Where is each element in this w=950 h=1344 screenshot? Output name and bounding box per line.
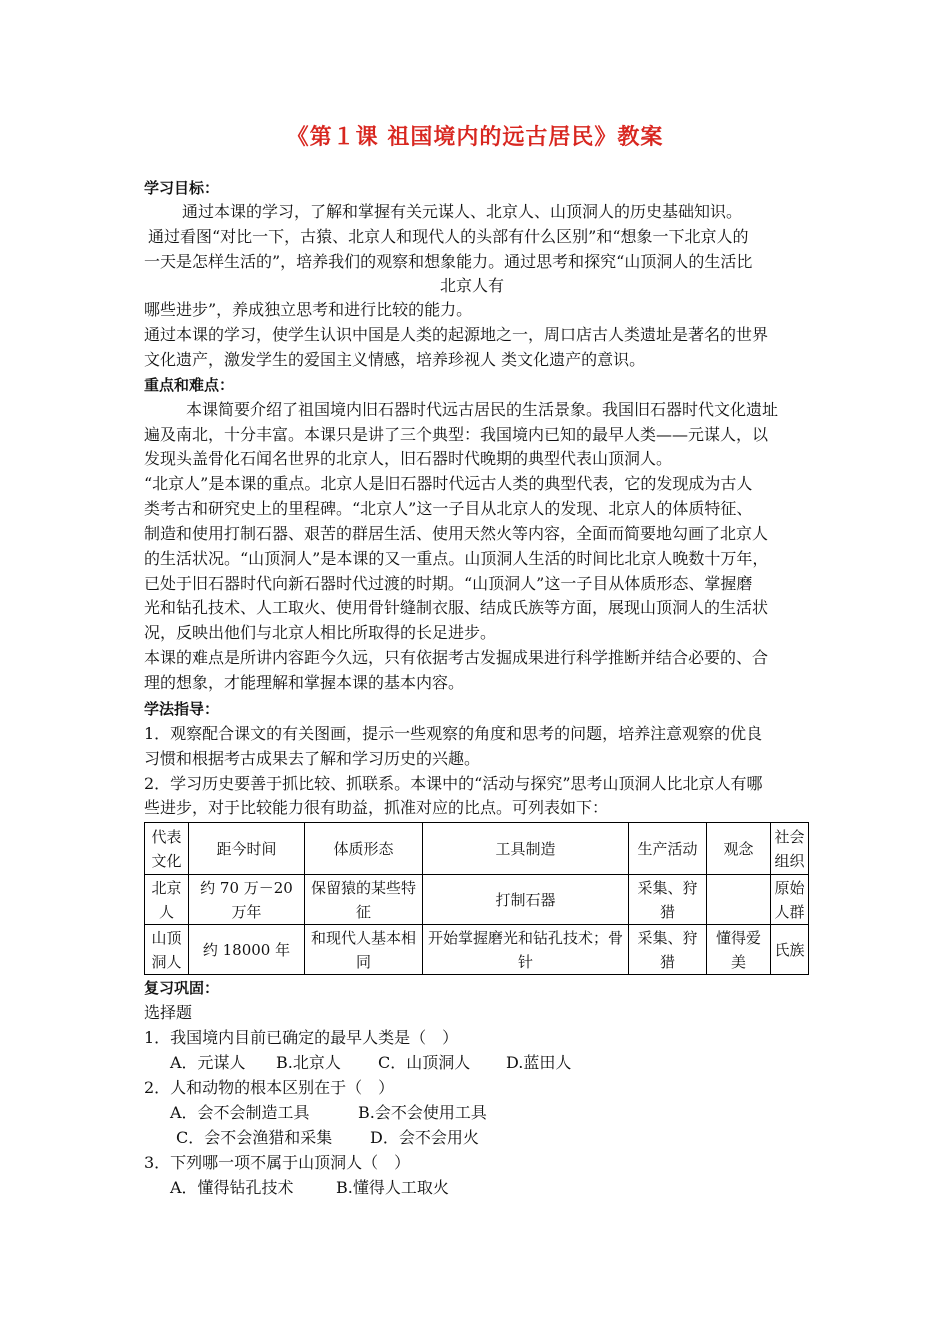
answer-option: B.懂得人工取火 [336, 1178, 449, 1197]
objective-line: 哪些进步”，养成独立思考和进行比较的能力。 [144, 300, 473, 319]
table-cell: 约 18000 年 [189, 925, 305, 975]
question-stem: 1．我国境内目前已确定的最早人类是（ ） [144, 1028, 459, 1047]
keypoint-line: 已处于旧石器时代向新石器时代过渡的时期。“山顶洞人”这一子目从体质形态、掌握磨 [144, 574, 753, 593]
document-title: 《第１课 祖国境内的远古居民》教案 [286, 125, 664, 150]
answer-option: A．会不会制造工具 [170, 1103, 310, 1122]
keypoint-line: 发现头盖骨化石闻名世界的北京人，旧石器时代晚期的典型代表山顶洞人。 [144, 449, 673, 468]
keypoint-line: 况，反映出他们与北京人相比所取得的长足进步。 [144, 623, 497, 642]
keypoints-heading: 重点和难点： [144, 376, 235, 394]
review-heading: 复习巩固： [144, 979, 220, 997]
answer-option: B.北京人 [276, 1053, 341, 1072]
method-line: 1．观察配合课文的有关图画，提示一些观察的角度和思考的问题，培养注意观察的优良 [144, 724, 763, 743]
answer-option: C．会不会渔猎和采集 [176, 1128, 333, 1147]
method-line: 习惯和根据考古成果去了解和学习历史的兴趣。 [144, 749, 481, 768]
table-row [145, 875, 809, 925]
table-cell: 采集、狩猎 [629, 925, 707, 975]
keypoint-line: 类考古和研究史上的里程碑。“北京人”这一子目从北京人的发现、北京人的体质特征、 [144, 499, 753, 518]
keypoint-line: 遍及南北，十分丰富。本课只是讲了三个典型：我国境内已知的最早人类——元谋人，以 [144, 425, 769, 444]
keypoint-line: 本课的难点是所讲内容距今久远，只有依据考古发掘成果进行科学推断并结合必要的、合 [144, 648, 769, 667]
table-cell: 和现代人基本相同 [305, 925, 423, 975]
table-cell: 山顶洞人 [145, 925, 189, 975]
answer-option: D．会不会用火 [370, 1128, 479, 1147]
table-cell: 约 70 万－20 万年 [189, 875, 305, 925]
table-cell: 打制石器 [423, 875, 629, 925]
question-type-label: 选择题 [144, 1003, 193, 1022]
method-line: 些进步，对于比较能力很有助益，抓准对应的比点。可列表如下： [144, 798, 609, 817]
objective-line: 一天是怎样生活的”，培养我们的观察和想象能力。通过思考和探究“山顶洞人的生活比 [144, 252, 753, 271]
question-stem: 2．人和动物的根本区别在于（ ） [144, 1078, 395, 1097]
table-cell: 北京人 [145, 875, 189, 925]
objective-line: 通过看图“对比一下，古猿、北京人和现代人的头部有什么区别”和“想象一下北京人的 [148, 227, 749, 246]
table-cell: 采集、狩猎 [629, 875, 707, 925]
table-header-cell: 生产活动 [629, 823, 707, 875]
answer-option: D.蓝田人 [506, 1053, 572, 1072]
objective-line: 北京人有 [440, 276, 505, 295]
method-line: 2．学习历史要善于抓比较、抓联系。本课中的“活动与探究”思考山顶洞人比北京人有哪 [144, 774, 763, 793]
answer-option: A．懂得钻孔技术 [170, 1178, 294, 1197]
objective-line: 文化遗产，激发学生的爱国主义情感，培养珍视人 类文化遗产的意识。 [144, 350, 646, 369]
table-header-cell: 社会组织 [771, 823, 809, 875]
answer-option: A．元谋人 [170, 1053, 246, 1072]
table-cell: 开始掌握磨光和钻孔技术；骨针 [423, 925, 629, 975]
table-header-cell: 观念 [707, 823, 771, 875]
method-heading: 学法指导： [144, 700, 220, 718]
table-cell [707, 875, 771, 925]
table-row [145, 925, 809, 975]
keypoint-line: 本课简要介绍了祖国境内旧石器时代远古居民的生活景象。我国旧石器时代文化遗址 [186, 400, 779, 419]
table-cell: 氏族 [771, 925, 809, 975]
answer-option: C．山顶洞人 [378, 1053, 471, 1072]
keypoint-line: 制造和使用打制石器、艰苦的群居生活、使用天然火等内容，全面而简要地勾画了北京人 [144, 524, 769, 543]
table-header-cell: 代表文化 [145, 823, 189, 875]
keypoint-line: “北京人”是本课的重点。北京人是旧石器时代远古人类的典型代表，它的发现成为古人 [144, 474, 753, 493]
table-cell: 保留猿的某些特征 [305, 875, 423, 925]
keypoint-line: 光和钻孔技术、人工取火、使用骨针缝制衣服、结成氏族等方面，展现山顶洞人的生活状 [144, 598, 769, 617]
table-header-cell: 距今时间 [189, 823, 305, 875]
table-header-cell: 体质形态 [305, 823, 423, 875]
table-header-row [145, 823, 809, 875]
answer-option: B.会不会使用工具 [358, 1103, 487, 1122]
objective-line: 通过本课的学习，了解和掌握有关元谋人、北京人、山顶洞人的历史基础知识。 [182, 202, 743, 221]
keypoint-line: 的生活状况。“山顶洞人”是本课的又一重点。山顶洞人生活的时间比北京人晚数十万年， [144, 549, 769, 568]
table-cell: 原始人群 [771, 875, 809, 925]
objectives-heading: 学习目标： [144, 179, 220, 197]
table-header-cell: 工具制造 [423, 823, 629, 875]
objective-line: 通过本课的学习，使学生认识中国是人类的起源地之一，周口店古人类遗址是著名的世界 [144, 325, 769, 344]
question-stem: 3．下列哪一项不属于山顶洞人（ ） [144, 1153, 411, 1172]
keypoint-line: 理的想象，才能理解和掌握本课的基本内容。 [144, 673, 465, 692]
comparison-table [144, 822, 809, 975]
table-cell: 懂得爱美 [707, 925, 771, 975]
